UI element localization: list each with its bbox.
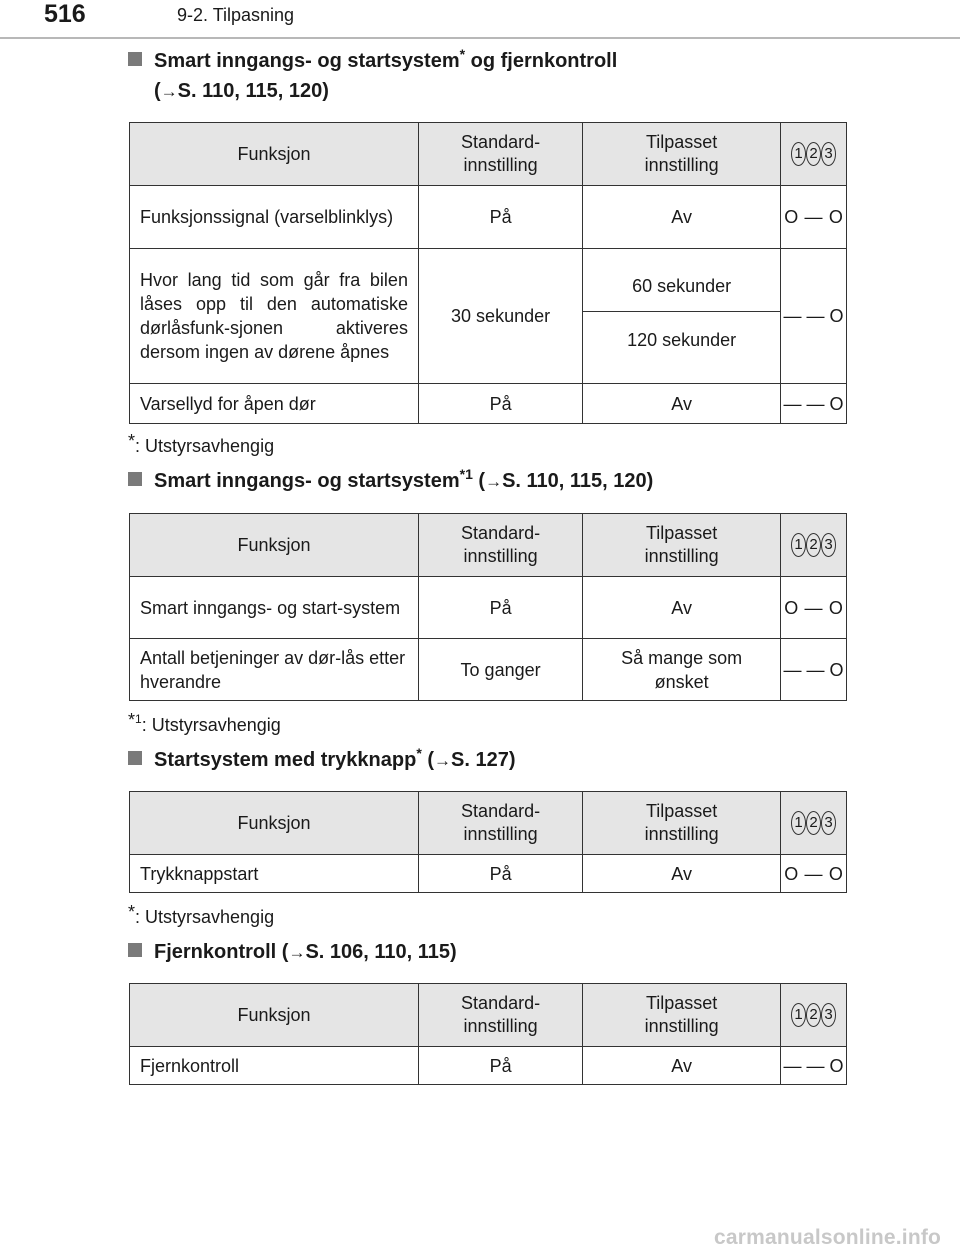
table-row <box>130 1047 847 1085</box>
col-header-function: Funksjon <box>130 792 419 855</box>
circled-1-icon: 1 <box>791 1003 806 1027</box>
page-ref[interactable]: S. 106, 110, 115) <box>305 941 457 963</box>
footnote: *: Utstyrsavhengig <box>128 431 275 456</box>
watermark: carmanualsonline.info <box>714 1226 942 1249</box>
settings-table-push-start <box>129 791 847 893</box>
circled-2-icon: 2 <box>806 811 821 835</box>
circled-3-icon: 3 <box>821 533 836 557</box>
ref-paren: ( <box>472 470 486 492</box>
cell-function: Fjernkontroll <box>130 1047 419 1085</box>
col-header-methods <box>781 792 847 855</box>
heading-star: * <box>459 46 466 62</box>
col-header-function: Funksjon <box>130 123 419 186</box>
circled-1-icon: 1 <box>791 142 806 166</box>
cell-custom: Av <box>583 855 781 893</box>
section-heading-smart-entry <box>128 466 653 497</box>
heading-text: Fjernkontroll ( <box>154 941 289 963</box>
cell-default: På <box>418 384 582 424</box>
table-row <box>130 384 847 424</box>
arrow-right-icon: → <box>160 82 178 101</box>
ref-paren: ( <box>154 80 161 102</box>
heading-text: Smart inngangs- og startsystem <box>154 470 460 492</box>
cell-custom-split <box>583 249 781 384</box>
col-header-default: Standard- innstilling <box>418 792 582 855</box>
col-header-function: Funksjon <box>130 514 419 577</box>
square-bullet-icon <box>128 472 142 486</box>
settings-table-remote <box>129 983 847 1085</box>
col-header-methods <box>781 984 847 1047</box>
circled-3-icon: 3 <box>821 142 836 166</box>
col-header-methods <box>781 514 847 577</box>
cell-function: Hvor lang tid som går fra bilen låses opp til den automatiske dørlåsfunk-sjonen aktiveres dersom ingen av dørene åpnes <box>130 249 419 384</box>
table-header-row <box>130 792 847 855</box>
page-ref[interactable]: S. 110, 115, 120) <box>177 80 329 102</box>
page-ref[interactable]: S. 127) <box>451 749 516 771</box>
cell-methods: O — O <box>781 186 847 249</box>
cell-methods: — — O <box>781 639 847 701</box>
option-120s: 120 sekunder <box>627 329 737 350</box>
cell-default: På <box>418 577 582 639</box>
circled-2-icon: 2 <box>806 1003 821 1027</box>
circled-1-icon: 1 <box>791 811 806 835</box>
heading-star: *1 <box>459 466 473 482</box>
section-heading-remote <box>128 937 457 968</box>
cell-function: Trykknappstart <box>130 855 419 893</box>
cell-methods: — — O <box>781 384 847 424</box>
cell-custom: Så mange som ønsket <box>583 639 781 701</box>
settings-table-smart-entry <box>129 513 847 701</box>
table-header-row <box>130 514 847 577</box>
col-header-custom: Tilpasset innstilling <box>583 123 781 186</box>
cell-default: På <box>418 1047 582 1085</box>
cell-custom: Av <box>583 1047 781 1085</box>
footnote: *$^1$: Utstyrsavhengig <box>128 710 281 735</box>
settings-table-smart-entry-remote <box>129 122 847 424</box>
cell-default: På <box>418 855 582 893</box>
col-header-methods <box>781 123 847 186</box>
col-header-custom: Tilpasset innstilling <box>583 792 781 855</box>
cell-function: Antall betjeninger av dør-lås etter hverandre <box>130 639 419 701</box>
heading-text: Startsystem med trykknapp <box>154 749 417 771</box>
col-header-function: Funksjon <box>130 984 419 1047</box>
circled-2-icon: 2 <box>806 142 821 166</box>
cell-default: To ganger <box>418 639 582 701</box>
arrow-right-icon: → <box>434 751 451 770</box>
cell-methods: — — O <box>781 249 847 384</box>
circled-3-icon: 3 <box>821 811 836 835</box>
table-row <box>130 639 847 701</box>
cell-function: Funksjonssignal (varselblinklys) <box>130 186 419 249</box>
section-heading-push-start <box>128 745 515 776</box>
col-header-default: Standard- innstilling <box>418 123 582 186</box>
circled-2-icon: 2 <box>806 533 821 557</box>
table-row <box>130 855 847 893</box>
col-header-default: Standard- innstilling <box>418 984 582 1047</box>
page-number: 516 <box>44 0 86 28</box>
option-60s: 60 sekunder <box>583 267 780 312</box>
circled-1-icon: 1 <box>791 533 806 557</box>
cell-function: Varsellyd for åpen dør <box>130 384 419 424</box>
heading-star: * <box>416 745 422 761</box>
heading-text-rest: og fjernkontroll <box>465 50 618 72</box>
table-header-row <box>130 123 847 186</box>
heading-text: Smart inngangs- og startsystem <box>154 50 460 72</box>
cell-default: På <box>418 186 582 249</box>
col-header-default: Standard- innstilling <box>418 514 582 577</box>
square-bullet-icon <box>128 751 142 765</box>
square-bullet-icon <box>128 52 142 66</box>
table-row <box>130 186 847 249</box>
running-head: 9-2. Tilpasning <box>177 5 295 25</box>
cell-custom: Av <box>583 384 781 424</box>
section-heading-smart-entry-remote <box>128 46 617 107</box>
cell-custom: Av <box>583 577 781 639</box>
col-header-custom: Tilpasset innstilling <box>583 984 781 1047</box>
cell-methods: — — O <box>781 1047 847 1085</box>
footnote: *: Utstyrsavhengig <box>128 902 275 927</box>
cell-custom: Av <box>583 186 781 249</box>
table-row <box>130 249 847 384</box>
table-header-row <box>130 984 847 1047</box>
cell-function: Smart inngangs- og start-system <box>130 577 419 639</box>
cell-default: 30 sekunder <box>418 249 582 384</box>
table-row <box>130 577 847 639</box>
circled-3-icon: 3 <box>821 1003 836 1027</box>
cell-methods: O — O <box>781 577 847 639</box>
arrow-right-icon: → <box>288 943 306 962</box>
col-header-custom: Tilpasset innstilling <box>583 514 781 577</box>
arrow-right-icon: → <box>485 472 503 491</box>
page-ref[interactable]: S. 110, 115, 120) <box>502 470 654 492</box>
header-rule <box>0 37 960 39</box>
ref-paren: ( <box>421 749 434 771</box>
square-bullet-icon <box>128 943 142 957</box>
cell-methods: O — O <box>781 855 847 893</box>
